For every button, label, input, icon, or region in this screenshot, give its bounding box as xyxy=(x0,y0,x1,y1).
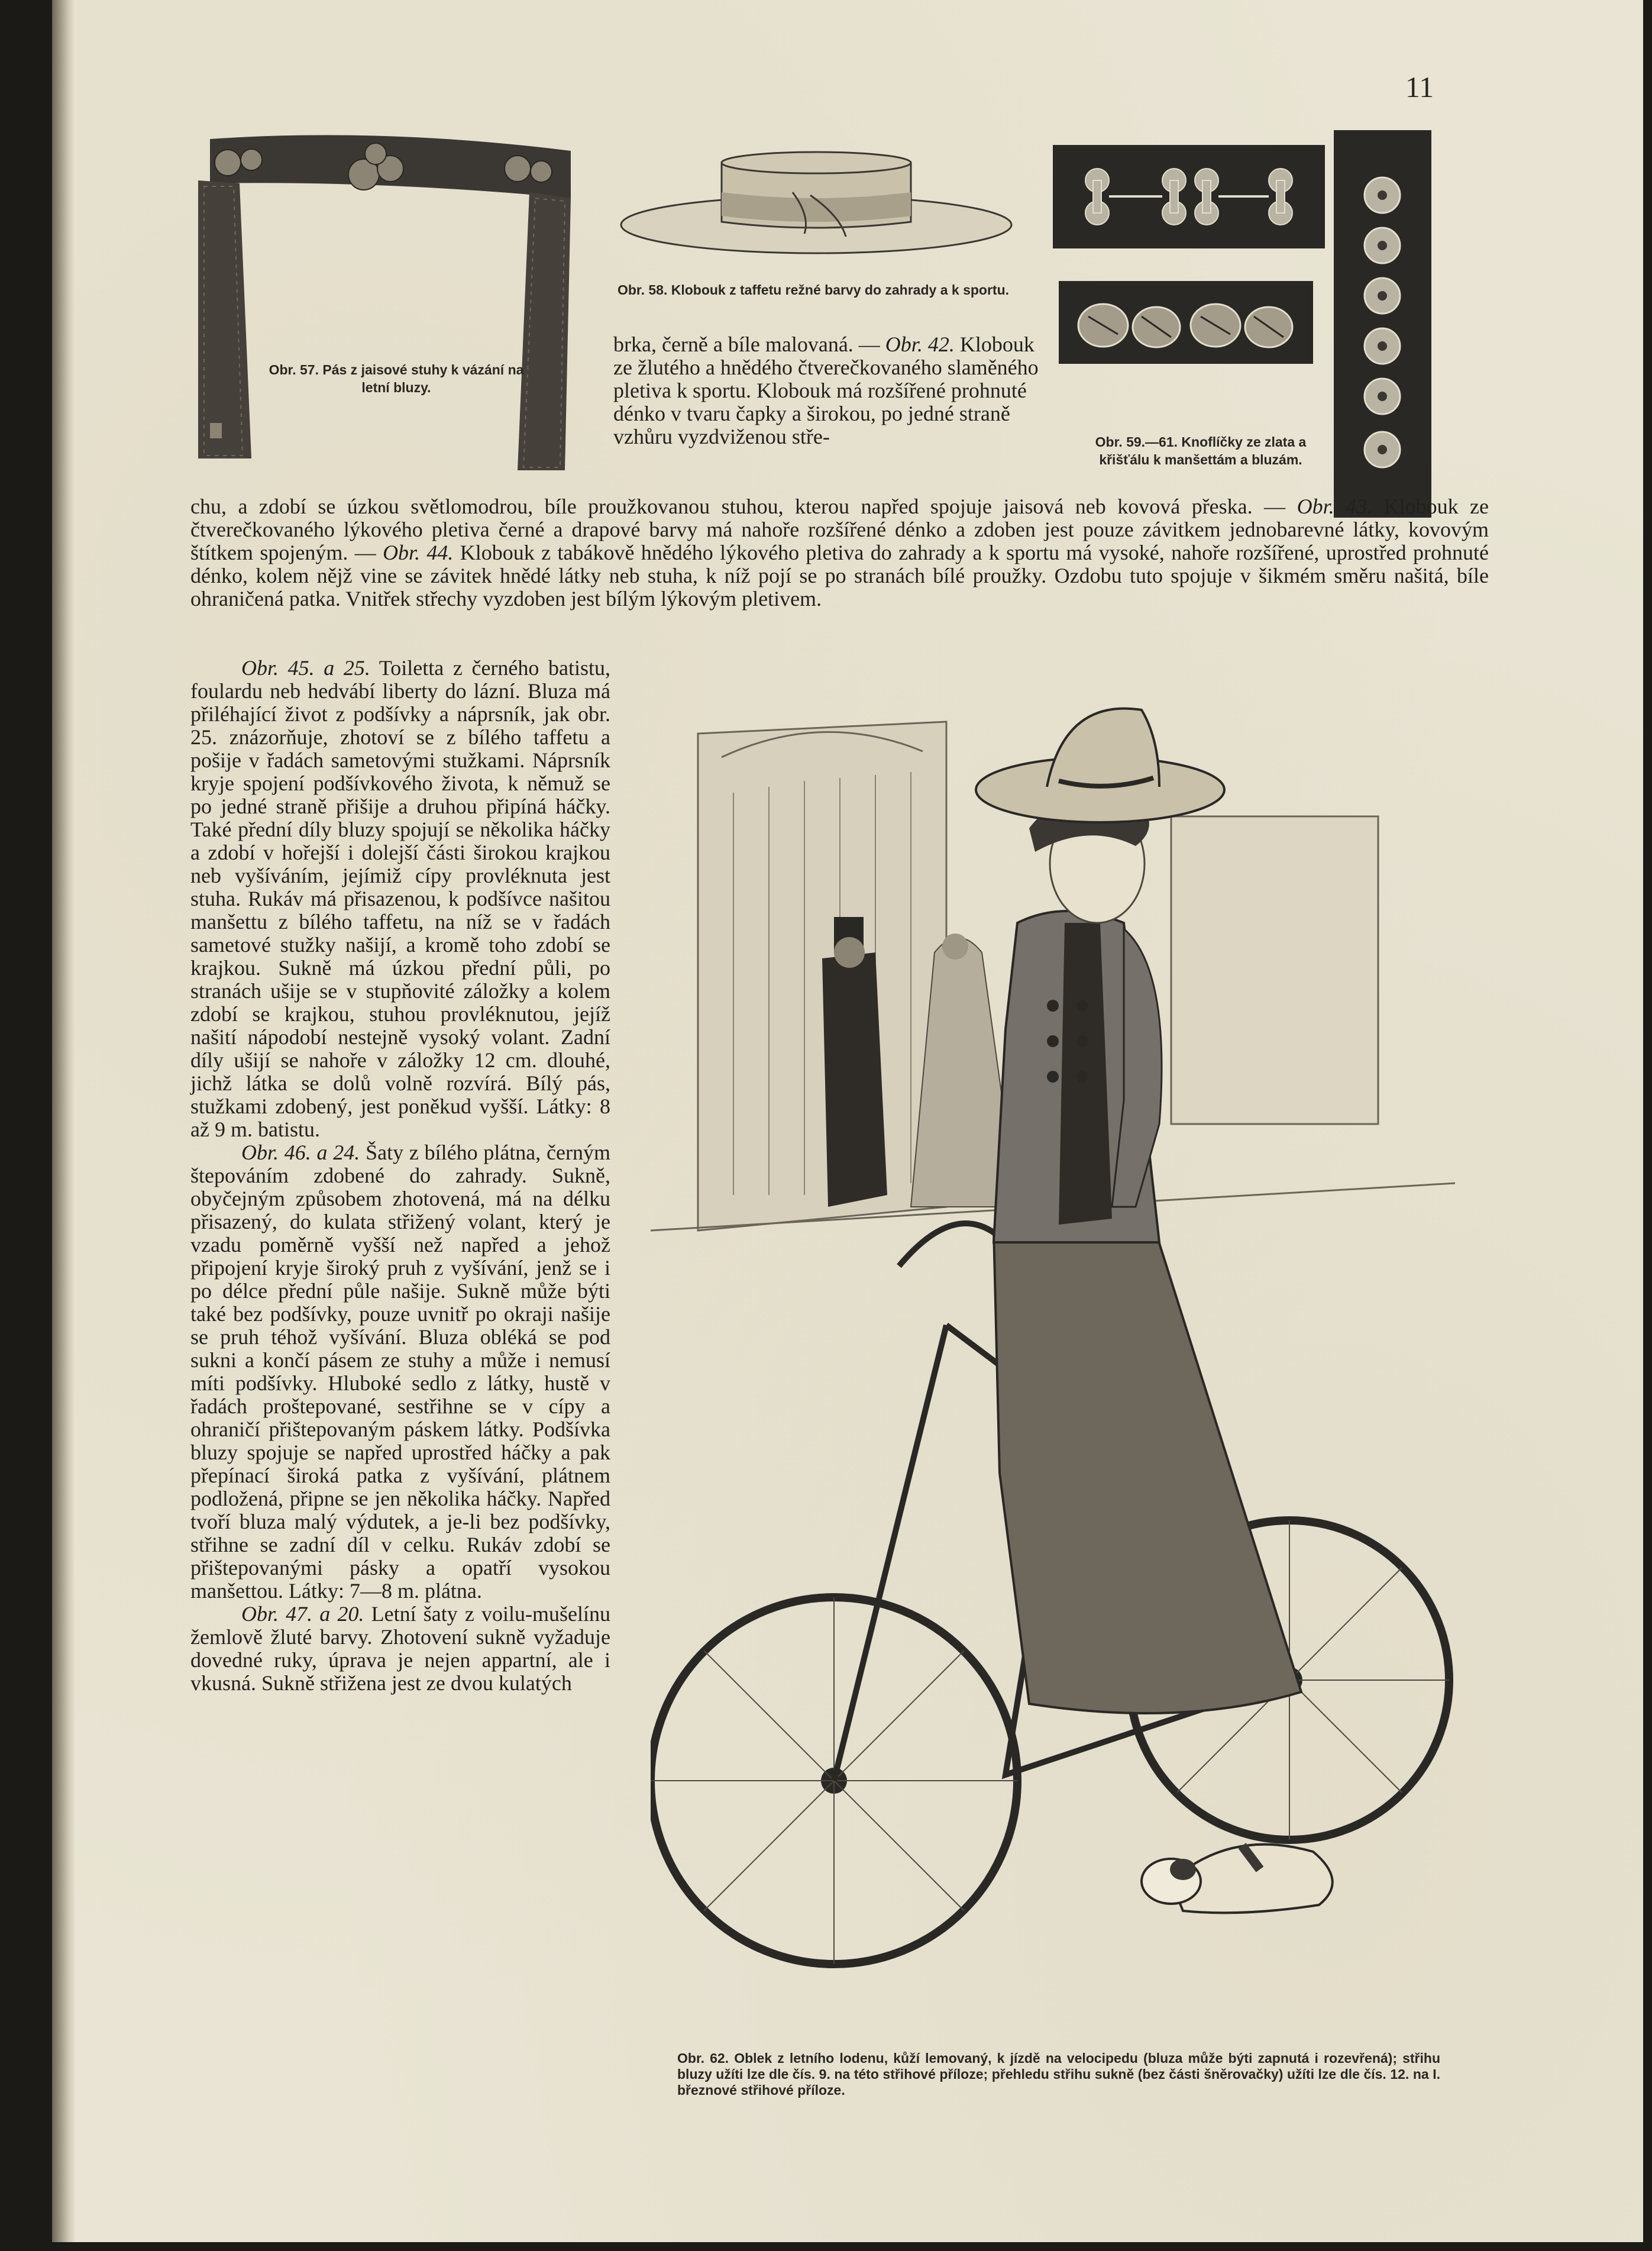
ref-obr45: Obr. 45. a 25. xyxy=(241,656,370,680)
ref-obr42: Obr. 42. xyxy=(885,332,955,356)
text-mid-2: Klobouk ze žlutého a hnědého čtverečkovaného slaměného pletiva k sportu. Klobouk má rozšířené prohnuté dénko v tvaru čapky a širokou, po jedné straně vzhůru vyzdviženou stře- xyxy=(613,332,1039,448)
buttons-strip-illustration xyxy=(1334,130,1431,518)
caption-obr58: Obr. 58. Klobouk z taffetu režné barvy do zahrady a k sportu. xyxy=(617,282,1010,298)
ref-obr46: Obr. 46. a 24. xyxy=(241,1141,360,1164)
caption-obr57: Obr. 57. Pás z jaisové stuhy k vázání na letní bluzy. xyxy=(269,362,524,395)
paragraph-obr45: Toiletta z černého batistu, foulardu neb hedvábí liberty do lázní. Bluza má přiléhající život z podšívky a náprsník, jak obr. 25. znázorňuje, zhotoví se z bílého taffetu a pošije v řadách sametovými stužkami. Náprsník kryje spojení podšívkového života, k němuž se po jedné straně přišije a druhou připíná háčky. Také přední díly bluzy spojují se několika háčky a zdobí v hořejší i dolejší části širokou krajkou neb vyšíváním, jejímiž cípy provléknuta jest stuha. Rukáv má přisazenou, k podšívce našitou manšettu z bílého taffetu, na níž se v řadách sametové stužky našijí, a kromě toho zdobí se krajkou. Sukně má úzkou přední půli, po stranách ušije se v stupňovité záložky a kolem zdobí se krajkou, stuhou provléknutou, jejíž našití nápodobí nestejně vysoký volant. Zadní díly ušijí se nahoře v záložky 12 cm. dlouhé, jichž látka se dolů volně rozvírá. Bílý pás, stužkami zdobený, jest poněkud vyšší. Látky: 8 až 9 m. batistu. xyxy=(190,656,610,1141)
ref-obr44: Obr. 44. xyxy=(383,541,454,564)
text-mid-1: brka, černě a bíle malovaná. — xyxy=(613,332,880,356)
text-left-column xyxy=(190,657,610,1695)
text-full-1: chu, a zdobí se úzkou světlomodrou, bíle proužkovanou stuhou, kterou napřed spojuje jaisová neb kovová přeska. — xyxy=(190,495,1286,518)
ref-obr43: Obr. 43. xyxy=(1297,495,1373,518)
cufflinks-top-illustration xyxy=(1053,145,1325,248)
page-number: 11 xyxy=(1405,70,1434,104)
ref-obr47: Obr. 47. a 20. xyxy=(241,1602,364,1626)
text-middle-column xyxy=(613,333,1051,448)
text-full-2: Klobouk ze čtverečkovaného lýkového pletiva černé a drapové barvy má nahoře rozšířené dénko a zdoben jest pouze závitkem jednobarevné látky, kovovým štítkem spojeným. — xyxy=(190,495,1489,564)
cufflinks-bottom-illustration xyxy=(1059,281,1313,364)
belt-illustration xyxy=(186,127,586,476)
text-full-3: Klobouk z tabákově hnědého lýkového pletiva do zahrady a k sportu má vysoké, nahoře rozšířené, uprostřed prohnuté dénko, kolem nějž vine se závitek hnědé látky neb stuha, k níž pojí se po stranách bílé proužky. Ozdobu tuto spojuje v šikmém směru našitá, bíle ohraničená patka. Vnitřek střechy vyzdoben jest bílým lýkovým pletivem. xyxy=(190,541,1489,611)
paragraph-obr47: Letní šaty z voilu-mušelínu žemlově žluté barvy. Zhotovení sukně vyžaduje dovedné ruky, úprava je nejen appartní, ale i vkusná. Sukně střižena jest ze dvou kulatých xyxy=(190,1602,610,1695)
text-full-width xyxy=(190,495,1489,611)
straw-hat-illustration xyxy=(615,151,1017,257)
caption-obr62: Obr. 62. Oblek z letního lodenu, kůží lemovaný, k jízdě na velocipedu (bluza může býti zapnutá i rozevřená); střihu bluzy užíti lze dle čís. 9. na této střihové příloze; přehledu střihu sukně (bez části šněrovačky) užíti lze dle čís. 12. na I. březnové střihové příloze. xyxy=(677,2050,1440,2098)
cyclist-illustration xyxy=(651,674,1455,2035)
page-gutter xyxy=(52,0,76,2242)
paragraph-obr46: Šaty z bílého plátna, černým štepováním zdobené do zahrady. Sukně, obyčejným způsobem zhotovená, má na délku přisazený, do kulata střižený volant, který je vzadu poměrně vyšší než napřed a jehož připojení kryje široký pruh z vyšívání, jenž se i po délce přední půle našije. Sukně může býti také bez podšívky, pouze uvnitř po okraji našije se pruh téhož vyšívání. Bluza obléká se pod sukni a končí pásem ze stuhy a může i nemusí míti podšívky. Hluboké sedlo z látky, hustě v řadách proštepované, sestřihne se v cípy a ohraničí přištepovaným páskem látky. Podšívka bluzy spojuje se napřed uprostřed háčky a pak přepínací široká patka z vyšívání, plátnem podložená, připne se jen několika háčky. Napřed tvoří bluza malý výdutek, a je-li bez podšívky, střihne se zadní díl v celku. Rukáv zdobí se přištepovanými pásky a opatří vysokou manšettou. Látky: 7—8 m. plátna. xyxy=(190,1141,610,1603)
caption-obr59: Obr. 59.—61. Knoflíčky ze zlata a křišťálu k manšettám a bluzám. xyxy=(1095,434,1307,467)
